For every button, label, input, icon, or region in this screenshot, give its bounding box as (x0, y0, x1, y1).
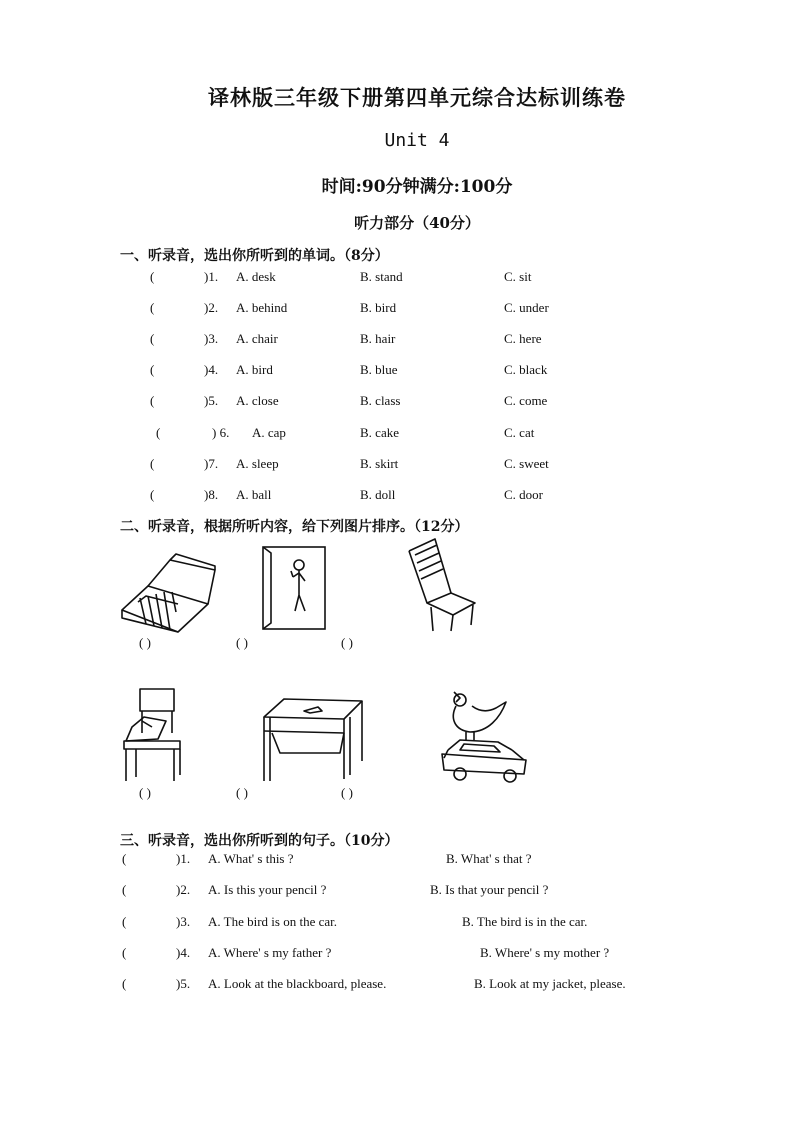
option-b: B. What' s that ? (446, 851, 532, 866)
option-a: A. What' s this ? (208, 851, 294, 866)
chair-with-bag-icon (118, 687, 188, 783)
option-b: B. Where' s my mother ? (480, 945, 610, 960)
picture3-blank[interactable]: ( ) (341, 635, 353, 650)
section1-heading: 一、听录音，选出你所听到的单词。（8分） (120, 248, 389, 264)
listening-part-heading: 听力部分（40分） (354, 214, 480, 232)
answer-open-paren[interactable]: ( (122, 945, 127, 960)
option-a: A. The bird is on the car. (208, 914, 338, 929)
question-number: )2. (176, 882, 191, 897)
question-number: )1. (204, 269, 219, 284)
option-a: A. bird (236, 362, 273, 377)
option-b: B. The bird is in the car. (462, 914, 588, 929)
pencil-box-icon (118, 552, 218, 634)
section3-heading: 三、听录音，选出你所听到的句子。（10分） (120, 833, 399, 849)
question-number: )5. (204, 393, 219, 408)
option-c: C. cat (504, 425, 535, 440)
option-b: B. blue (360, 362, 398, 377)
chair-icon (405, 537, 480, 633)
option-c: C. under (504, 300, 549, 315)
desk-icon (260, 693, 365, 783)
question-number: )7. (204, 456, 219, 471)
answer-open-paren[interactable]: ( (156, 425, 161, 440)
question-number: )8. (204, 487, 219, 502)
option-b: B. stand (360, 269, 403, 284)
picture1-blank[interactable]: ( ) (139, 635, 151, 650)
option-a: A. Look at the blackboard, please. (208, 976, 387, 991)
option-b: B. cake (360, 425, 399, 440)
answer-open-paren[interactable]: ( (150, 487, 155, 502)
answer-open-paren[interactable]: ( (150, 393, 155, 408)
option-b: B. Look at my jacket, please. (474, 976, 626, 991)
answer-open-paren[interactable]: ( (122, 851, 127, 866)
time-score-line: 时间:90分钟满分:100分 (321, 177, 513, 197)
option-b: B. hair (360, 331, 396, 346)
question-number: )2. (204, 300, 219, 315)
picture2-blank[interactable]: ( ) (236, 635, 248, 650)
option-b: B. Is that your pencil ? (430, 882, 549, 897)
answer-open-paren[interactable]: ( (150, 269, 155, 284)
answer-open-paren[interactable]: ( (150, 456, 155, 471)
question-number: )1. (176, 851, 191, 866)
option-b: B. bird (360, 300, 397, 315)
option-c: C. sweet (504, 456, 549, 471)
question-number: )5. (176, 976, 191, 991)
option-a: A. behind (236, 300, 288, 315)
option-a: A. Is this your pencil ? (208, 882, 327, 897)
option-a: A. cap (252, 425, 286, 440)
question-number: )3. (204, 331, 219, 346)
answer-open-paren[interactable]: ( (150, 331, 155, 346)
answer-open-paren[interactable]: ( (150, 362, 155, 377)
answer-open-paren[interactable]: ( (122, 882, 127, 897)
option-b: B. doll (360, 487, 396, 502)
picture6-blank[interactable]: ( ) (341, 785, 353, 800)
question-number: )3. (176, 914, 191, 929)
bird-on-car-icon (440, 688, 530, 788)
answer-open-paren[interactable]: ( (150, 300, 155, 315)
door-boy-icon (255, 545, 330, 631)
option-a: A. close (236, 393, 279, 408)
option-b: B. skirt (360, 456, 399, 471)
option-a: A. chair (236, 331, 278, 346)
option-b: B. class (360, 393, 401, 408)
answer-open-paren[interactable]: ( (122, 976, 127, 991)
picture4-blank[interactable]: ( ) (139, 785, 151, 800)
answer-open-paren[interactable]: ( (122, 914, 127, 929)
option-c: C. black (504, 362, 548, 377)
option-a: A. sleep (236, 456, 279, 471)
option-a: A. Where' s my father ? (208, 945, 332, 960)
page-title: 译林版三年级下册第四单元综合达标训练卷 (208, 85, 626, 110)
option-c: C. come (504, 393, 548, 408)
option-c: C. door (504, 487, 543, 502)
option-a: A. ball (236, 487, 272, 502)
question-number: )4. (176, 945, 191, 960)
option-c: C. here (504, 331, 542, 346)
unit-label: Unit 4 (384, 130, 450, 151)
picture5-blank[interactable]: ( ) (236, 785, 248, 800)
section2-heading: 二、听录音，根据所听内容，给下列图片排序。（12分） (120, 519, 469, 535)
option-c: C. sit (504, 269, 532, 284)
question-number: )4. (204, 362, 219, 377)
question-number: ) 6. (212, 425, 230, 440)
option-a: A. desk (236, 269, 276, 284)
